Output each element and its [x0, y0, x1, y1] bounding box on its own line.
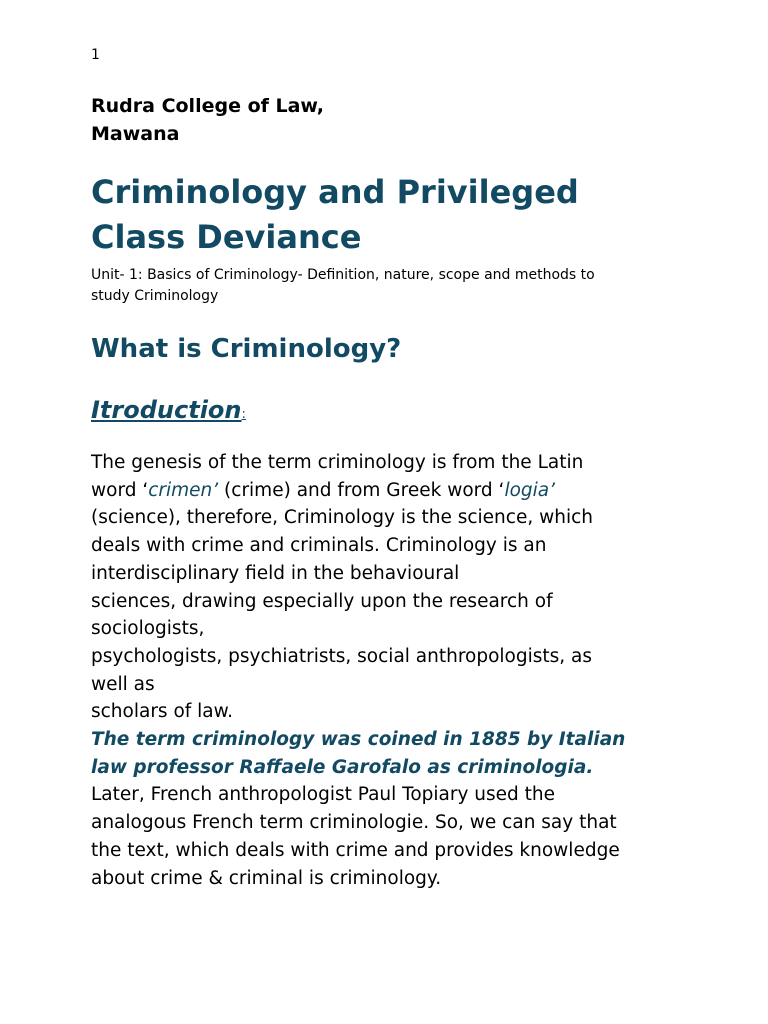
- paragraph-line: well as: [91, 673, 155, 695]
- paragraph-line: The genesis of the term criminology is from the Latin: [91, 452, 584, 473]
- paragraph-line: sciences, drawing especially upon the research of: [91, 590, 553, 612]
- introduction-paragraph: [91, 449, 681, 892]
- introduction-label: Itroduction: [91, 396, 242, 424]
- institution-line-1: Rudra College of Law,: [91, 95, 324, 117]
- paragraph-line: [91, 477, 681, 505]
- paragraph-text: (crime) and from Greek word ‘: [218, 479, 505, 501]
- unit-description: [91, 265, 651, 307]
- emphasized-line: The term criminology was coined in 1885 by Italian: [91, 729, 626, 751]
- unit-description-line-2: study Criminology: [91, 288, 219, 304]
- paragraph-line: sociologists,: [91, 618, 205, 640]
- paragraph-text: word ‘: [91, 479, 149, 501]
- greek-term-logia: logia’: [504, 479, 555, 501]
- paragraph-line: interdisciplinary field in the behavioural: [91, 562, 460, 584]
- document-title: [91, 170, 691, 260]
- paragraph-line: scholars of law.: [91, 701, 233, 723]
- section-heading: What is Criminology?: [91, 334, 402, 364]
- page-number: 1: [91, 47, 100, 63]
- introduction-heading: [91, 393, 246, 432]
- paragraph-line: deals with crime and criminals. Criminology is an: [91, 535, 547, 557]
- institution-line-2: Mawana: [91, 123, 180, 145]
- document-title-line-1: Criminology and Privileged: [91, 173, 579, 211]
- paragraph-line: Later, French anthropologist Paul Topiary used the: [91, 784, 556, 806]
- paragraph-line: analogous French term criminologie. So, we can say that: [91, 812, 617, 834]
- paragraph-line: the text, which deals with crime and provides knowledge: [91, 839, 620, 861]
- paragraph-line: (science), therefore, Criminology is the science, which: [91, 507, 593, 529]
- emphasized-line: law professor Raffaele Garofalo as criminologia.: [91, 756, 594, 778]
- latin-term-crimen: crimen’: [148, 479, 219, 501]
- paragraph-line: about crime & criminal is criminology.: [91, 867, 442, 889]
- document-title-line-2: Class Deviance: [91, 218, 362, 256]
- institution-name: [91, 92, 324, 148]
- paragraph-line: psychologists, psychiatrists, social anthropologists, as: [91, 645, 593, 667]
- introduction-colon: :: [241, 407, 246, 422]
- unit-description-line-1: Unit- 1: Basics of Criminology- Definition, nature, scope and methods to: [91, 267, 595, 283]
